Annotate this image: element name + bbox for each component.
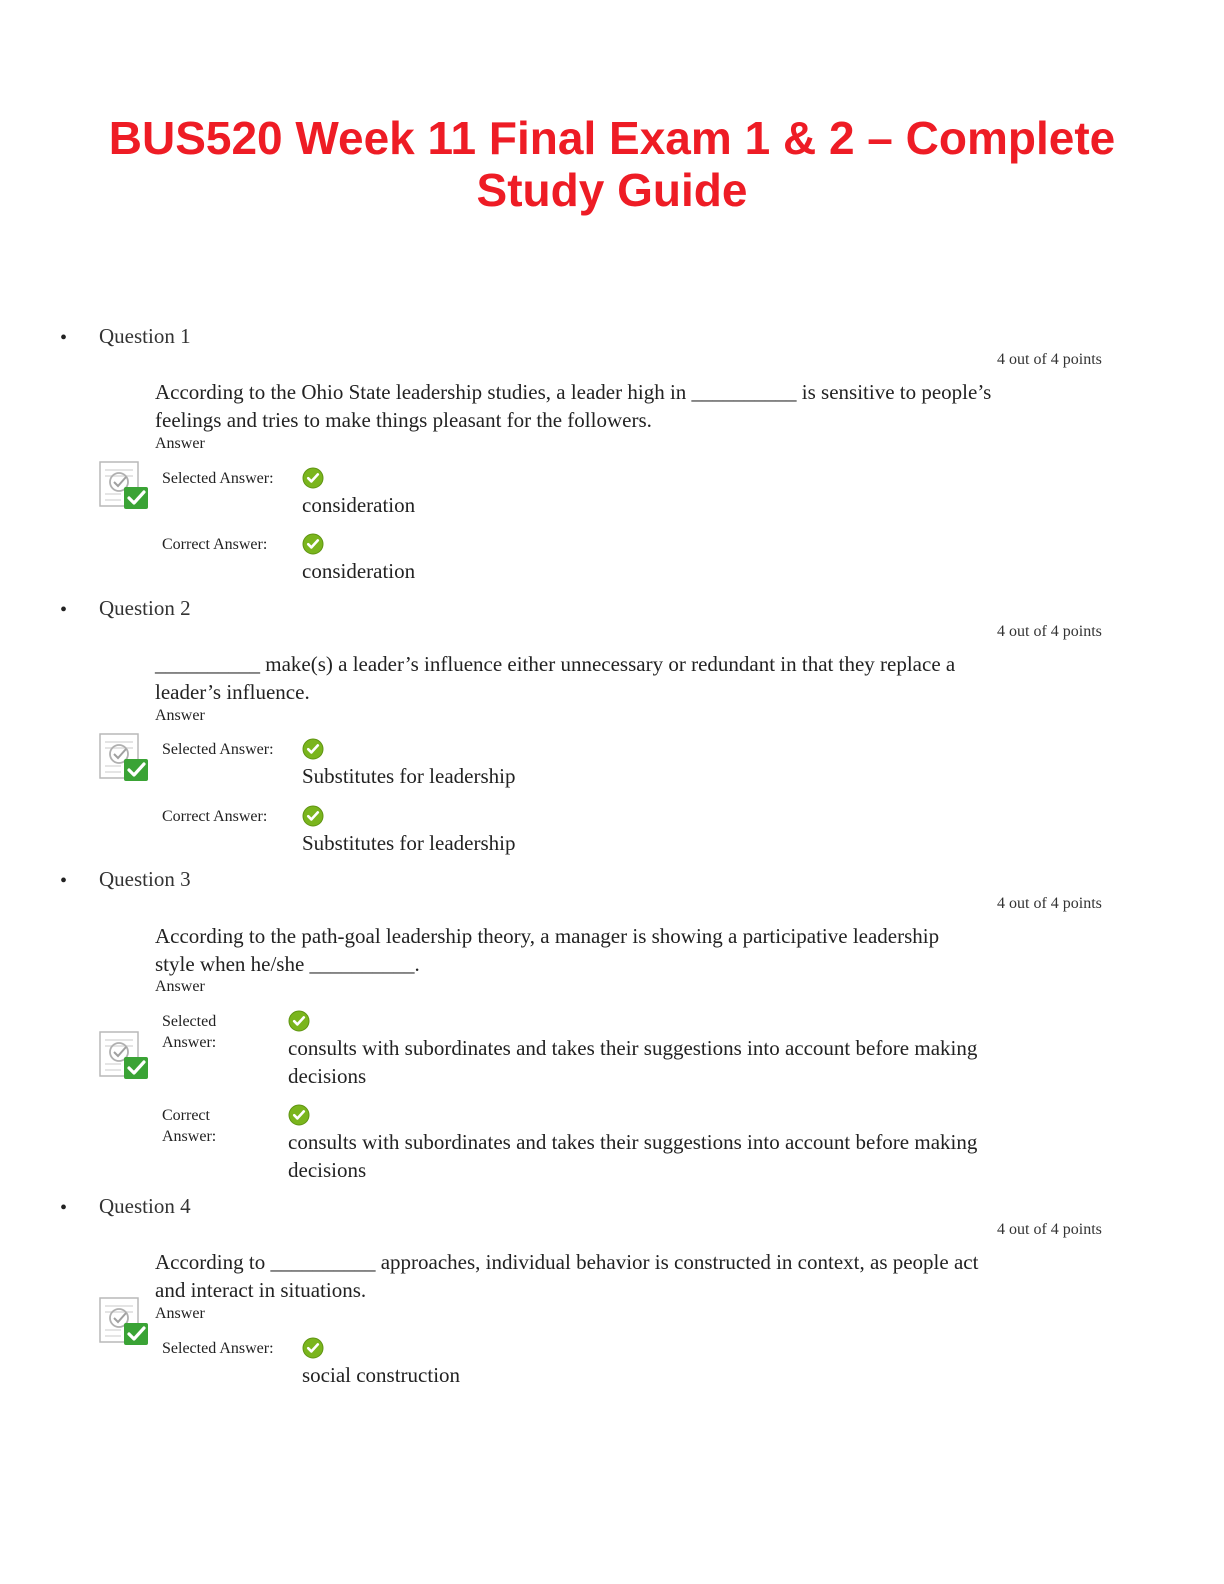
question-text: __________ make(s) a leader’s influence either unnecessary or redundant in that they replace a leader’s influence. — [155, 652, 956, 704]
answer-label: Answer — [155, 435, 205, 452]
bullet: • — [60, 599, 68, 621]
question-text: According to the Ohio State leadership studies, a leader high in __________ is sensitive to people’s feelings and tries to make things pleasant for the followers. — [155, 380, 992, 432]
check-circle-icon — [302, 1337, 324, 1359]
selected-answer-label — [162, 1011, 216, 1053]
correct-answer-value: consideration — [302, 559, 416, 583]
correct-answer-label: Correct Answer: — [162, 536, 268, 553]
answer-word: Answer: — [162, 1034, 217, 1051]
selected-answer-label: Selected Answer: — [162, 741, 274, 758]
points-label: 4 out of 4 points — [997, 1221, 1102, 1238]
correct-answer-value: Substitutes for leadership — [302, 831, 516, 855]
document-title-line-2: Study Guide — [476, 164, 748, 216]
selected-answer-label: Selected Answer: — [162, 1340, 274, 1357]
points-label: 4 out of 4 points — [997, 351, 1102, 368]
check-circle-icon — [302, 467, 324, 489]
question-text: According to __________ approaches, individual behavior is constructed in context, as people act and interact in situations. — [155, 1250, 979, 1302]
correct-answer-value: consults with subordinates and takes their suggestions into account before making decisions — [288, 1130, 978, 1182]
check-circle-icon — [302, 533, 324, 555]
selected-answer-value: consideration — [302, 493, 416, 517]
correct-answer-label: Correct Answer: — [162, 808, 268, 825]
question-heading: Question 3 — [99, 867, 191, 891]
answer-word: Answer: — [162, 1128, 217, 1145]
selected-word: Selected — [162, 1013, 217, 1030]
answer-label: Answer — [155, 978, 205, 995]
correct-word: Correct — [162, 1107, 210, 1124]
graded-document-icon — [99, 1296, 151, 1348]
question-heading: Question 4 — [99, 1194, 191, 1218]
selected-answer-value: consults with subordinates and takes their suggestions into account before making decisions — [288, 1036, 978, 1088]
check-circle-icon — [302, 805, 324, 827]
document-title-line-1: BUS520 Week 11 Final Exam 1 & 2 – Complete — [108, 112, 1116, 164]
selected-answer-value: social construction — [302, 1363, 461, 1387]
check-circle-icon — [302, 738, 324, 760]
selected-answer-value: Substitutes for leadership — [302, 764, 516, 788]
graded-document-icon — [99, 1030, 151, 1082]
graded-document-icon — [99, 460, 151, 512]
answer-label: Answer — [155, 1305, 205, 1322]
document-title — [0, 112, 1224, 216]
bullet: • — [60, 1197, 68, 1219]
points-label: 4 out of 4 points — [997, 623, 1102, 640]
question-heading: Question 2 — [99, 596, 191, 620]
answer-label: Answer — [155, 707, 205, 724]
graded-document-icon — [99, 732, 151, 784]
points-label: 4 out of 4 points — [997, 895, 1102, 912]
correct-answer-label — [162, 1105, 216, 1147]
question-text: According to the path-goal leadership theory, a manager is showing a participative leadership style when he/she __________. — [155, 924, 940, 976]
check-circle-icon — [288, 1010, 310, 1032]
question-heading: Question 1 — [99, 324, 191, 348]
check-circle-icon — [288, 1104, 310, 1126]
selected-answer-label: Selected Answer: — [162, 470, 274, 487]
bullet: • — [60, 870, 68, 892]
bullet: • — [60, 327, 68, 349]
